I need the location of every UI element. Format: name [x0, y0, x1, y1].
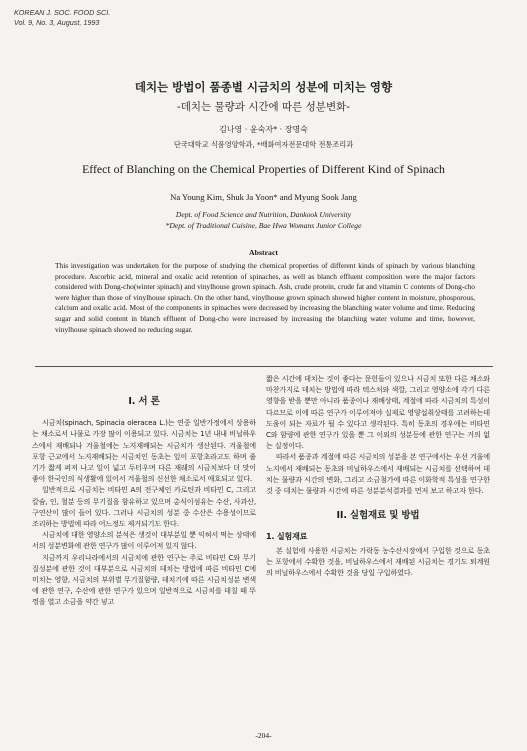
abstract-rule [35, 366, 493, 367]
korean-affiliation: 단국대학교 식품영양학과, *배화여자전문대학 전통조리과 [173, 140, 354, 149]
left-column [32, 392, 256, 608]
body-paragraph: 지금까지 우리나라에서의 시금치에 관한 연구는 주로 비타민 C와 무기질성분에 관한 것이 대부분으로 시금치의 데치는 방법에 따른 비타민 C에 미치는 영향, 시금치의 부위별 무기질함량, 데치기에 따른 시금치성분 변색에 관한 연구, 수산에 관한 연구가 있으며 일반적으로 시금치를 데칠 때 뚜껑을 열고 소금을 약간 넣고 [32, 552, 256, 607]
body-paragraph: 본 실험에 사용한 시금치는 가락동 농수산시장에서 구입한 것으로 동초는 포항에서 수확한 것을, 비닐하우스에서 재배된 시금치는 경기도 퇴계원의 비닐하우스에서 수확한 것을 당일 구입하였다. [266, 545, 490, 578]
journal-header [14, 8, 110, 27]
english-title: Effect of Blanching on the Chemical Properties of Different Kind of Spinach [82, 162, 445, 176]
body-paragraph: 시금치에 대한 영양소의 분석은 생것이 대부분일 뿐 익혀서 먹는 상태에서의 성분변화에 관한 연구가 많이 이루어져 있지 않다. [32, 530, 256, 551]
page-number: -204- [255, 731, 272, 740]
right-column [266, 373, 490, 578]
section-heading-methods: II. 실험재료 및 방법 [336, 510, 420, 522]
korean-title: 데치는 방법이 품종별 시금치의 성분에 미치는 영향 [134, 80, 393, 94]
body-paragraph: 일반적으로 시금치는 비타민 A의 전구체인 카로틴과 비타민 C, 그리고 칼슘, 인, 철분 등의 무기질을 함유하고 있으며 총식이섬유는 수산, 사과산, 구연산이 많이 들어 있다. 그러나 시금치의 성분 중 수산은 수용성이므로 조리하는 방법에 따라 어느정도 제거되기도 한다. [32, 485, 256, 529]
body-paragraph: 따라서 품종과 계절에 따른 시금치의 성분을 본 연구에서는 우선 겨울에 노지에서 재배되는 동초와 비닐하우스에서 재배되는 시금치를 선택하여 데치는 물량과 시간의 변화, 그리고 소금첨가에 따른 이화학적 특성을 연구한 것 중 데치는 물량과 시간에 따른 성분분석결과를 먼저 보고 하고자 한다. [266, 452, 490, 496]
section-heading-introduction: I. 서 론 [128, 396, 160, 407]
korean-authors: 김나영 · 윤숙자* · 장명숙 [219, 125, 308, 134]
journal-name: KOREAN J. SOC. FOOD SCI. [14, 8, 111, 17]
english-affiliation-1: Dept. of Food Science and Nutrition, Dankook University [175, 210, 352, 219]
english-authors: Na Young Kim, Shuk Ja Yoon* and Myung Sook Jang [170, 192, 357, 202]
abstract-heading: Abstract [248, 248, 278, 257]
abstract-text: This investigation was undertaken for the purpose of studying the chemical properties of different kinds of spinach by various blanching procedure. Ascorbic acid, mineral and oxalic acid retention of spinaches, as well as blanch effluent composition were the major factors considered with Dong-cho(winter spinach) and vinylhouse grown spinach. Ash, crude protein, crude fat and vitamin C contents of Dong-cho were higher than those of vinylhouse spinach. On the other hand, vinylhouse grown spinach showed higher content in moisture, phosporous, calcium and oxalic acid. Most of the components in spinaches were decreased by increasing the blanching water volume and time. Reducing sugar and solid content in blanch effluent of Dong-cho were increased by increasing the blanching water volume and time, however, vinylhouse spinach showed no reducing sugar. [55, 261, 475, 334]
body-paragraph: 짧은 시간에 데치는 것이 좋다는 문헌들이 있으나 시금치 또한 다른 채소와 마찬가지로 데치는 방법에 따라 텍스처와 색깔, 그리고 영양소에 각기 다른 영향을 받을 뿐만 아니라 품종이나 재배상태, 계절에 따라 시금치의 특성이 다르므로 이에 따른 연구가 이루어져야 실제로 영양섭취상태를 고려하는데 도움이 되는 자료가 될 수 있다고 생각된다. 특히 동초의 경우에는 비타민 C와 함량에 관한 연구가 있을 뿐 그 이외의 성분등에 관한 연구는 거의 없는 실정이다. [266, 374, 490, 451]
subsection-heading-materials: 1. 실험재료 [266, 532, 308, 542]
journal-issue: Vol. 9, No. 3, August, 1993 [14, 17, 100, 27]
english-affiliation-2: *Dept. of Traditional Cuisine, Bae Hwa Womans Junior College [165, 221, 362, 230]
korean-subtitle: -데치는 물량과 시간에 따른 성분변화- [176, 101, 351, 113]
body-paragraph: 시금치(spinach, Spinacia oleracea L.)는 연중 일반가정에서 상용하는 채소로서 나물로 가장 많이 이용되고 있다. 시금치는 1년 내내 비닐하우스에서 재배되나 겨울철에는 노지재배되는 시금치가 생산된다. 겨울철에 포항 근교에서 노지재배되는 시금치인 동초는 잎이 포항초라고도 하며 줄기가 짧게 퍼져 나고 잎이 넓고 두터우며 다른 재래의 시금치보다 더 맛이 좋아 한국인의 식생활에 있어서 겨울철의 신선한 채소로서 애호되고 있다. [32, 418, 256, 484]
